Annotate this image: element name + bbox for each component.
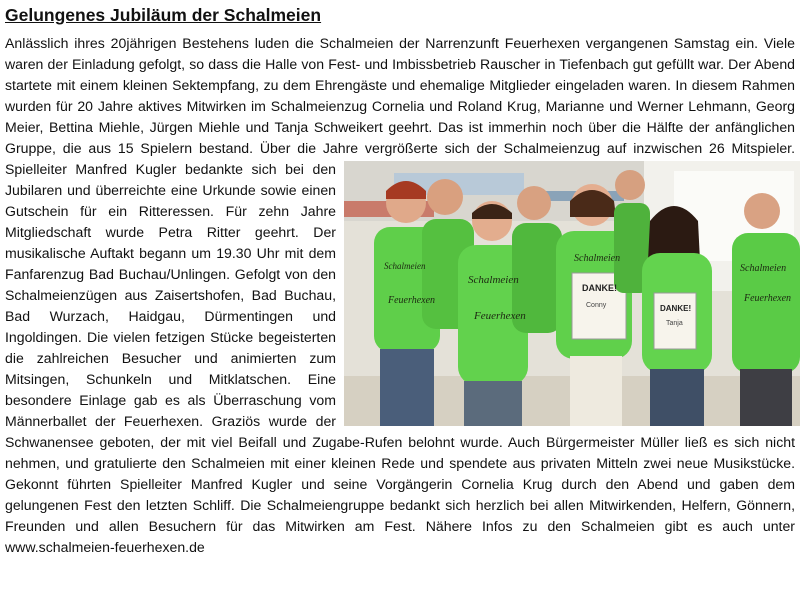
shirt-text-bottom-1: Feuerhexen [388, 295, 436, 306]
article-text-part1: Anlässlich ihres 20jährigen Bestehens luden die Schalmeien der Narrenzunft Feuerhexen vergangenen Samstag ein. Viele waren der Einladung gefolgt, so dass die Halle von Fest- und Imbissbetrieb Rauscher in Tiefenbach gut gefüllt war. Der Abend startete mit einem kleinen Sektempfang, zu dem Ehrengäste und ehemalige Mitglieder eingeladen waren. In diesem Rahmen wurden für 20 Jahre aktives Mitwirken im Schalmeienzug Cornelia und Roland Krug, Marianne und Werner Lehmann, Georg Meier, Bettina Miehle, Jürgen Miehle und Tanja Schweikert geehrt. Das ist immerhin noch über die Hälfte der anfänglichen Gruppe, die aus 15 Spielern bestand. Über die Jahre vergrößerte sich der Schalmeienzug auf inzwischen 26 Mitspieler. Spielleiter Manfred Kugler bedankte sich bei den [5, 35, 795, 177]
certificate-title-2: DANKE! [660, 304, 692, 313]
certificate-name-1: Conny [586, 302, 607, 309]
shirt-text-top-3: Schalmeien [574, 253, 621, 264]
shirt-text-top-1: Schalmeien [384, 261, 426, 271]
shirt-text-top-4: Schalmeien [740, 263, 787, 274]
shirt-text-bottom-4: Feuerhexen [744, 293, 792, 304]
shirt-text-bottom-2: Feuerhexen [474, 310, 526, 322]
article-headline: Gelungenes Jubiläum der Schalmeien [5, 5, 322, 25]
article-body [5, 33, 795, 558]
shirt-text-top-2: Schalmeien [468, 274, 519, 286]
article [5, 3, 795, 558]
group-photo [344, 161, 800, 426]
certificate-title-1: DANKE! [582, 283, 617, 293]
certificate-name-2: Tanja [666, 320, 683, 327]
article-text-part2: Jubilaren und überreichte eine Urkunde sowie einen Gutschein für ein Ritteressen. Für zehn Jahre Mitgliedschaft wurde Petra Ritter geehrt. Der musikalische Auftakt begann um 19.30 Uhr mit dem Fanfarenzug Bad Buchau/Unlingen. Gefolgt von den Schalmeienzügen aus Zaisertshofen, Bad Buchau, Bad Wurzach, Haidgau, Dürmentingen und Ingoldingen. Die vielen fetzigen Stücke begeisterten die zahlreichen Besucher und animierten zum Mitsingen, Schunkeln und Mitklatschen. Eine besondere Einlage gab es als Überraschung vom Männerballet der Feuerhexen. Graziös wurde der Schwanensee geboten, der mit viel Beifall und Zugabe-Rufen belohnt wurde. Auch Bürgermeister Müller ließ es sich nicht nehmen, und gratulierte den Schalmeien mit einer kleinen Rede und spendete aus privaten Mitteln zwei neue Musikstücke. Gekonnt führten Spielleiter Manfred Kugler und seine Vorgängerin Cornelia Krug durch den Abend und gaben dem gelungenen Fest den letzten Schliff. Die Schalmeiengruppe bedankt sich herzlich bei allen Mitwirkenden, Helfern, Gönnern, Freunden und allen Besuchern für das Mitwirken am Fest. Nähere Infos zu den Schalmeien gibt es auch unter www.schalmeien-feuerhexen.de [5, 182, 795, 555]
